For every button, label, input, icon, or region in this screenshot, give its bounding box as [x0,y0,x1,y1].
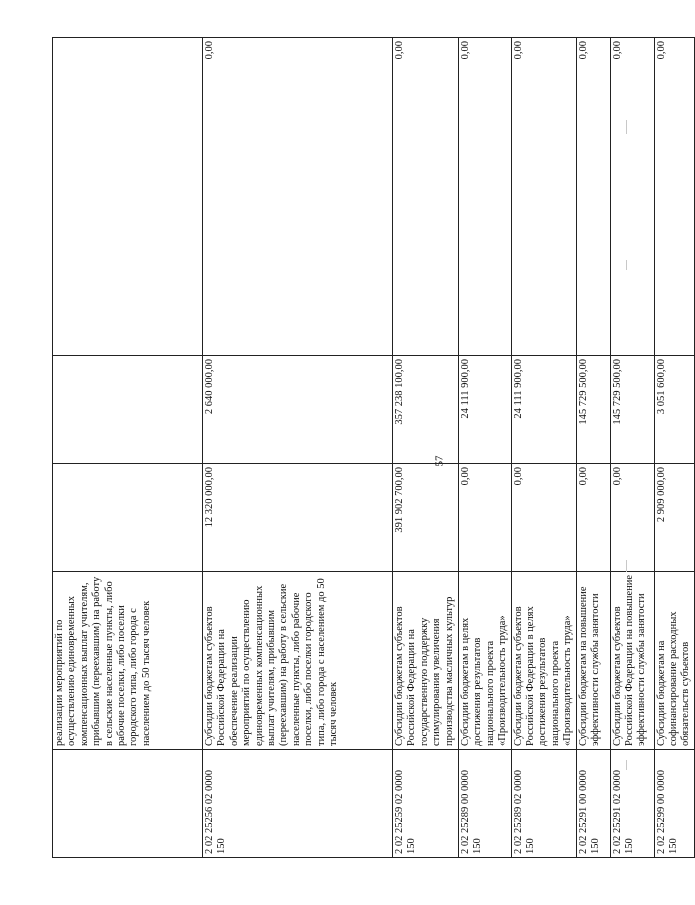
row-value-3-cell: 0,00 [576,38,610,356]
row-value-3-cell: 0,00 [610,38,654,356]
row-code-cell: 2 02 25299 00 0000 150 [654,750,694,858]
row-value-2-cell: 24 111 900,00 [511,356,576,464]
row-name-cell: Субсидии бюджетам на повышение эффективности службы занятости [576,572,610,750]
row-value-3-cell: 0,00 [654,38,694,356]
row-value-3-cell: 0,00 [203,38,393,356]
row-code-cell: 2 02 25256 02 0000 150 [203,750,393,858]
row-name-cell: реализации мероприятий по осуществлению единовременных компенсационных выплат учителям, прибывшим (переехавшим) на работу в сельские населенные пункты, либо рабочие поселки, либо поселки городского типа, либо города с населением до 50 тысяч человек [53,572,203,750]
scan-artifact [626,120,627,134]
budget-table-body [53,38,695,858]
row-code-cell: 2 02 25289 02 0000 150 [511,750,576,858]
row-value-2-cell: 145 729 500,00 [576,356,610,464]
table-row [53,38,203,858]
row-name-cell: Субсидии бюджетам субъектов Российской Федерации на государственную поддержку стимулирования увеличения производства масличных культур [393,572,459,750]
row-value-2-cell: 3 051 600,00 [654,356,694,464]
row-value-3-cell: 0,00 [393,38,459,356]
row-name-cell: Субсидии бюджетам на софинансирование расходных обязательств субъектов [654,572,694,750]
table-row [393,38,459,858]
row-code-cell: 2 02 25291 02 0000 150 [610,750,654,858]
table-row [576,38,610,858]
row-value-2-cell: 145 729 500,00 [610,356,654,464]
scan-artifact [626,560,627,572]
row-name-cell: Субсидии бюджетам субъектов Российской Федерации в целях достижения результатов национального проекта «Производительность труда» [511,572,576,750]
row-value-1-cell: 0,00 [459,464,512,572]
row-value-1-cell: 2 909 000,00 [654,464,694,572]
budget-table [52,37,695,858]
row-name-cell: Субсидии бюджетам субъектов Российской Федерации на повышение эффективности службы занятости [610,572,654,750]
table-row [511,38,576,858]
row-value-3-cell: 0,00 [511,38,576,356]
row-value-2-cell: 24 111 900,00 [459,356,512,464]
table-row [459,38,512,858]
table-row [610,38,654,858]
row-code-cell: 2 02 25291 00 0000 150 [576,750,610,858]
row-name-cell: Субсидии бюджетам субъектов Российской Федерации на обеспечение реализации мероприятий по осуществлению единовременных компенсационных выплат учителям, прибывшим (переехавшим) на работу в сельские населенные пункты, либо рабочие поселки, либо поселки городского типа, либо города с населением до 50 тысяч человек [203,572,393,750]
scan-artifact [626,760,627,770]
row-value-2-cell [53,356,203,464]
row-code-cell: 2 02 25259 02 0000 150 [393,750,459,858]
row-value-1-cell: 0,00 [576,464,610,572]
row-name-cell: Субсидии бюджетам в целях достижения результатов национального проекта «Производительность труда» [459,572,512,750]
table-row [654,38,694,858]
row-value-3-cell: 0,00 [459,38,512,356]
row-value-1-cell: 391 902 700,00 [393,464,459,572]
page-number: 57 [433,455,446,467]
scan-artifact [626,260,627,270]
row-value-2-cell: 2 640 000,00 [203,356,393,464]
rotated-table-sheet [52,38,692,858]
row-value-1-cell [53,464,203,572]
row-value-1-cell: 0,00 [511,464,576,572]
row-code-cell [53,750,203,858]
row-code-cell: 2 02 25289 00 0000 150 [459,750,512,858]
row-value-1-cell: 0,00 [610,464,654,572]
table-row [203,38,393,858]
row-value-3-cell [53,38,203,356]
row-value-1-cell: 12 320 000,00 [203,464,393,572]
row-value-2-cell: 357 238 100,00 [393,356,459,464]
